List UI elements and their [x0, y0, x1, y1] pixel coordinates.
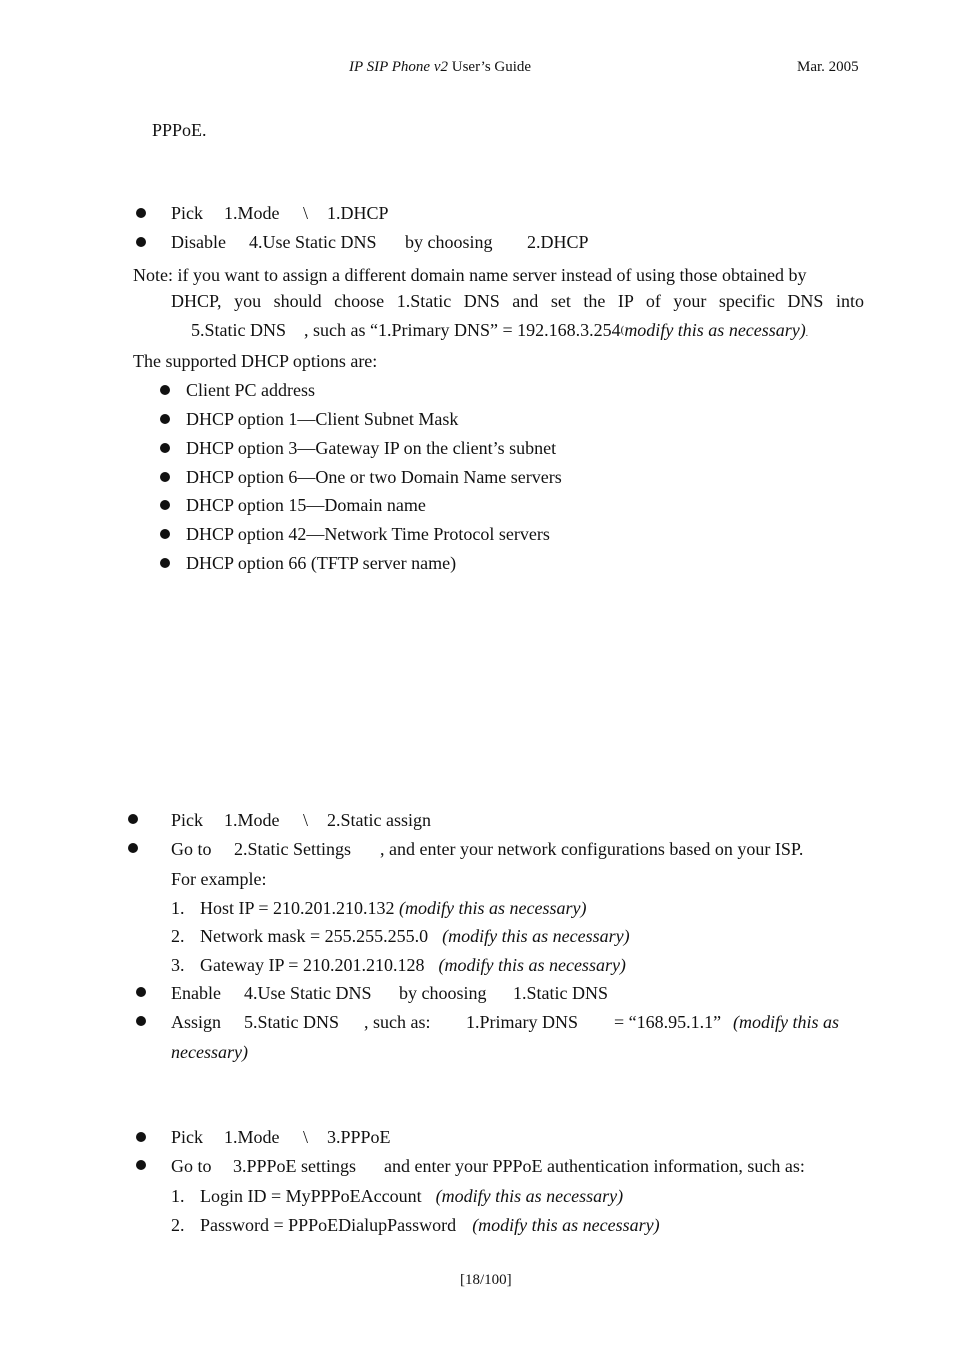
option-item: DHCP option 15—Domain name [186, 495, 426, 515]
bullet-icon [136, 987, 146, 997]
bullet-icon [160, 472, 170, 482]
static-goto-line: Go to 2.Static Settings , and enter your network configurations based on your ISP. [171, 839, 804, 859]
intro-text: PPPoE. [152, 120, 207, 140]
bullet-icon [136, 208, 146, 218]
static-item: 2. Network mask = 255.255.255.0 (modify this as necessary) [171, 926, 630, 946]
bullet-icon [160, 385, 170, 395]
option-item: Client PC address [186, 380, 315, 400]
bullet-icon [128, 843, 138, 853]
note-line-3: 5.Static DNS , such as “1.Primary DNS” = 192.168.3.254(modify this as necessary). [191, 320, 809, 340]
page-number: [18/100] [460, 1272, 512, 1288]
static-pick-line: Pick 1.Mode \ 2.Static assign [171, 810, 431, 830]
pppoe-item: 2. Password = PPPoEDialupPassword (modify this as necessary) [171, 1215, 660, 1235]
bullet-icon [136, 1132, 146, 1142]
static-assign-line: Assign 5.Static DNS , such as: 1.Primary DNS = “168.95.1.1” (modify this as [171, 1012, 839, 1032]
page-header-date: Mar. 2005 [797, 59, 859, 75]
bullet-icon [136, 237, 146, 247]
option-item: DHCP option 66 (TFTP server name) [186, 553, 457, 573]
bullet-icon [136, 1160, 146, 1170]
bullet-icon [128, 814, 138, 824]
bullet-icon [160, 414, 170, 424]
option-item: DHCP option 42—Network Time Protocol servers [186, 524, 550, 544]
options-title: The supported DHCP options are: [133, 351, 378, 371]
pppoe-goto-line: Go to 3.PPPoE settings and enter your PPPoE authentication information, such as: [171, 1156, 805, 1176]
for-example-label: For example: [171, 869, 267, 889]
bullet-icon [160, 529, 170, 539]
dhcp-pick-line: Pick 1.Mode \ 1.DHCP [171, 203, 389, 223]
bullet-icon [160, 558, 170, 568]
static-assign-cont: necessary) [171, 1042, 248, 1062]
bullet-icon [136, 1016, 146, 1026]
note-line-1: Note: if you want to assign a different domain name server instead of using those obtained by [133, 265, 807, 285]
static-item: 1. Host IP = 210.201.210.132 (modify this as necessary) [171, 898, 587, 918]
static-enable-line: Enable 4.Use Static DNS by choosing 1.Static DNS [171, 983, 609, 1003]
bullet-icon [160, 500, 170, 510]
pppoe-item: 1. Login ID = MyPPPoEAccount (modify this as necessary) [171, 1186, 624, 1206]
dhcp-disable-line: Disable 4.Use Static DNS by choosing 2.DHCP [171, 232, 589, 252]
page-header-title: IP SIP Phone v2 User’s Guide [349, 59, 532, 75]
static-item: 3. Gateway IP = 210.201.210.128 (modify this as necessary) [171, 955, 626, 975]
option-item: DHCP option 3—Gateway IP on the client’s subnet [186, 438, 557, 458]
option-item: DHCP option 1—Client Subnet Mask [186, 409, 459, 429]
note-line-2: DHCP, you should choose 1.Static DNS and set the IP of your specific DNS into [171, 291, 864, 311]
pppoe-pick-line: Pick 1.Mode \ 3.PPPoE [171, 1127, 391, 1147]
bullet-icon [160, 443, 170, 453]
option-item: DHCP option 6—One or two Domain Name servers [186, 467, 562, 487]
